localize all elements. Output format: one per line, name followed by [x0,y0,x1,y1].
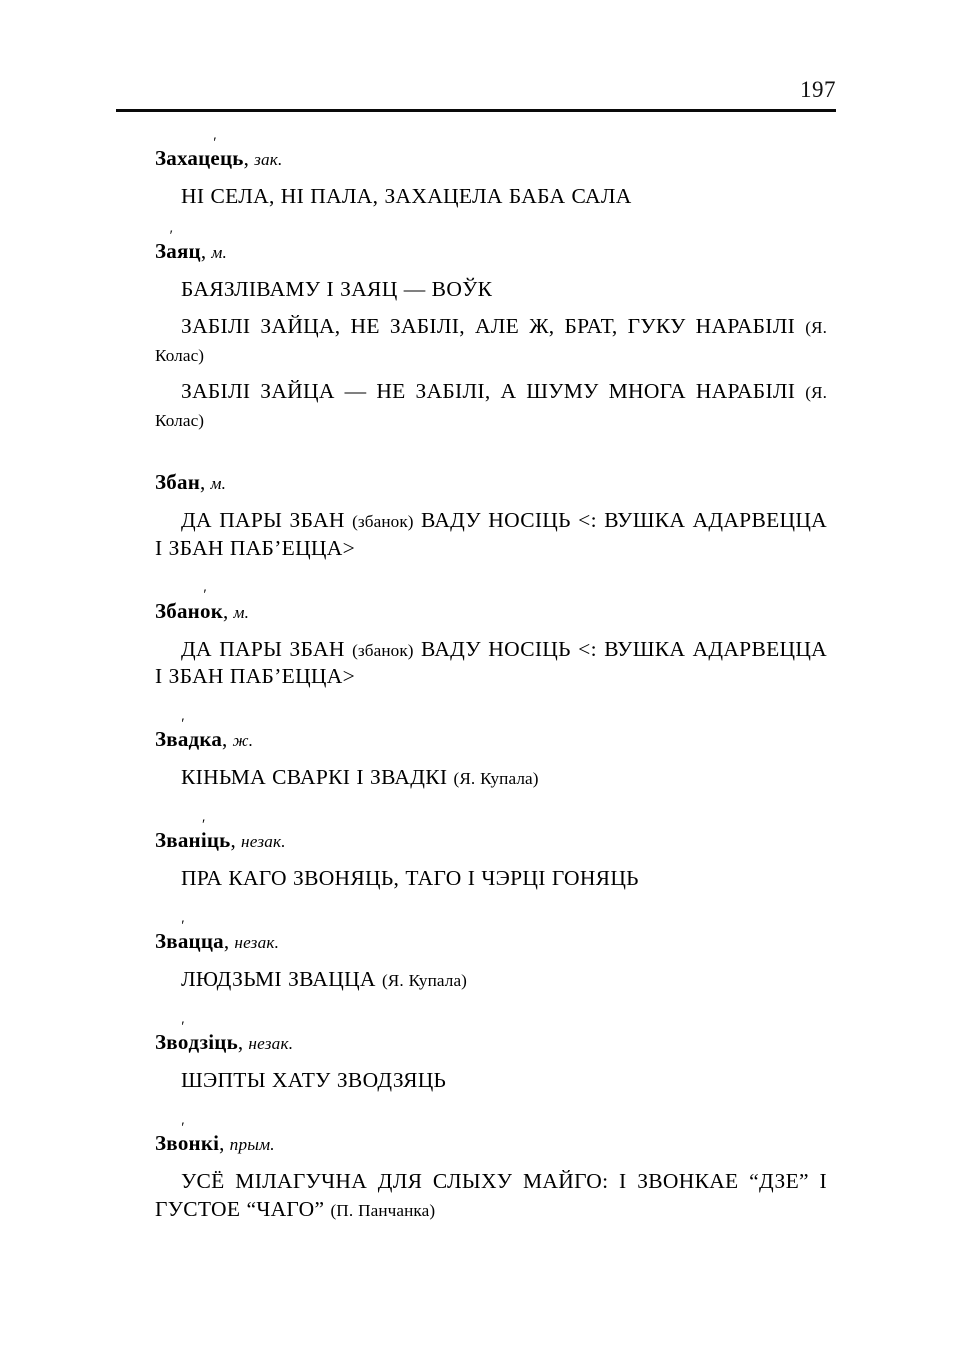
grammar-label: ж. [232,731,254,751]
quotation-source: (П. Панчанка) [330,1201,436,1221]
entry-spacer [155,211,827,241]
dictionary-entry [155,469,827,563]
quotation-body: КІНЬМА СВАРКІ І ЗВАДКІ [181,765,448,790]
quotation-body: ДА ПАРЫ ЗБАН (збанок) ВАДУ НОСІЦЬ <: ВУШКА АДАРВЕЦЦА І ЗБАН ПАБ’ЕЦЦА> [155,507,827,560]
grammar-label: незак. [248,1034,294,1054]
headword-lemma [155,1030,238,1054]
quotation-source: (Я. Колас) [155,317,827,365]
spacer [155,622,827,636]
entry-spacer [155,1095,827,1133]
stress-accent-mark: е ′ [210,148,220,169]
headword-line: Зва ′дка, ж. [155,729,827,750]
headword-line: Звані ′ць, незак. [155,830,827,851]
lemma-text: Зв [155,727,178,752]
lemma-text: ць [219,146,244,170]
quotation-text [155,313,827,369]
stress-accent-mark: а ′ [178,729,189,750]
headword-line: Зва ′цца, незак. [155,931,827,952]
lemma-text: ць [206,828,231,853]
quotation-text [155,183,827,211]
inline-gloss: (збанок) [352,511,414,531]
stress-accent-mark: а ′ [166,241,177,262]
grammar-label: незак. [240,832,286,852]
headword-lemma [155,599,223,623]
page-header [116,78,836,112]
headword-lemma [155,146,244,170]
quotation-body: ДА ПАРЫ ЗБАН (збанок) ВАДУ НОСІЦЬ <: ВУШКА АДАРВЕЦЦА І ЗБАН ПАБ’ЕЦЦА> [155,636,827,689]
stress-accent-mark: о ′ [178,1133,189,1154]
lemma-text: ан [177,469,200,494]
header-rule-divider [116,109,836,112]
stress-accent-mark: і ′ [201,830,207,851]
quotation-text [155,378,827,434]
lemma-text: яц [177,238,201,263]
quotation-text [155,764,827,792]
lemma-text: цца [188,929,224,954]
quotation-text [155,507,827,563]
lemma-text: Збан [155,598,200,623]
dictionary-entry [155,931,827,994]
entry-spacer [155,434,827,472]
headword-lemma [155,470,200,494]
entry-spacer [155,792,827,830]
entry-spacer [155,563,827,601]
quotation-source: (Я. Колас) [155,382,827,430]
grammar-label: зак. [254,150,283,169]
spacer [155,493,827,507]
dictionary-entry [155,830,827,893]
quotation-text [155,276,827,304]
headword-line: За ′яц, м. [155,241,827,262]
spacer [155,851,827,865]
lemma-text: Зв [155,1030,178,1055]
spacer [155,1154,827,1168]
lemma-text: к [210,598,223,623]
quotation-body: УСЁ МІЛАГУЧНА ДЛЯ СЛЫХУ МАЙГО: І ЗВОНКАЕ “ДЗЕ” І ГУСТОЕ “ЧАГО” [155,1169,827,1222]
headword-lemma [155,929,224,953]
quotation-text [155,1067,827,1095]
quotation-body: ЗАБІЛІ ЗАЙЦА, НЕ ЗАБІЛІ, АЛЕ Ж, БРАТ, ГУКУ НАРАБІЛІ [181,313,796,338]
headword-line: Захаце ′ць, зак. [155,148,827,169]
lemma-text: Зб [155,469,177,494]
headword-line: Збано ′к, м. [155,601,827,622]
entry-spacer [155,994,827,1032]
quotation-body: ШЭПТЫ ХАТУ ЗВОДЗЯЦЬ [181,1068,447,1093]
lemma-text: Захац [155,146,211,170]
quotation-text [155,966,827,994]
lemma-text: Зв [155,929,178,954]
quotation-body: ЛЮДЗЬМІ ЗВАЦЦА [181,967,376,992]
lemma-text: дка [188,727,223,752]
lemma-text: Зван [155,828,201,853]
quotation-body: НІ СЕЛА, НІ ПАЛА, ЗАХАЦЕЛА БАБА САЛА [181,184,632,208]
grammar-label: м. [211,242,228,262]
quotation-text [155,865,827,893]
spacer [155,369,827,378]
quotation-body: ПРА КАГО ЗВОНЯЦЬ, ТАГО І ЧЭРЦІ ГОНЯЦЬ [181,866,639,891]
inline-gloss: (збанок) [352,640,414,660]
dictionary-entry [155,598,827,692]
entry-spacer [155,893,827,931]
quotation-text [155,636,827,692]
lemma-text: нкі [188,1131,220,1156]
entry-list [155,148,827,1224]
dictionary-entry [155,1032,827,1095]
grammar-label: м. [210,473,227,493]
dictionary-entry [155,1133,827,1224]
spacer [155,262,827,276]
page-number: 197 [800,77,836,102]
quotation-source: (Я. Купала) [453,769,539,789]
headword-lemma [155,828,230,852]
headword-lemma [155,727,222,751]
headword-lemma [155,1131,219,1155]
spacer [155,304,827,313]
stress-accent-mark: о ′ [200,601,211,622]
quotation-source: (Я. Купала) [381,971,467,991]
quotation-body: БАЯЗЛІВАМУ І ЗАЯЦ — ВОЎК [181,276,493,301]
entry-spacer [155,691,827,729]
grammar-label: незак. [234,933,280,953]
quotation-text [155,1168,827,1224]
spacer [155,750,827,764]
dictionary-entry [155,729,827,792]
spacer [155,952,827,966]
grammar-label: прым. [229,1135,275,1155]
lemma-text: Зв [155,1131,178,1156]
lemma-text: дзіць [188,1030,238,1055]
headword-lemma [155,239,201,263]
quotation-body: ЗАБІЛІ ЗАЙЦА — НЕ ЗАБІЛІ, А ШУМУ МНОГА НАРАБІЛІ [181,378,796,403]
spacer [155,1053,827,1067]
lemma-text: З [155,238,167,263]
headword-line: Зво ′нкі, прым. [155,1133,827,1154]
headword-line: Зво ′дзіць, незак. [155,1032,827,1053]
stress-accent-mark: а ′ [178,931,189,952]
dictionary-entry [155,148,827,211]
headword-line: Збан, м. [155,469,227,494]
stress-accent-mark: о ′ [178,1032,189,1053]
dictionary-entry [155,238,827,434]
grammar-label: м. [233,602,250,622]
spacer [155,169,827,183]
